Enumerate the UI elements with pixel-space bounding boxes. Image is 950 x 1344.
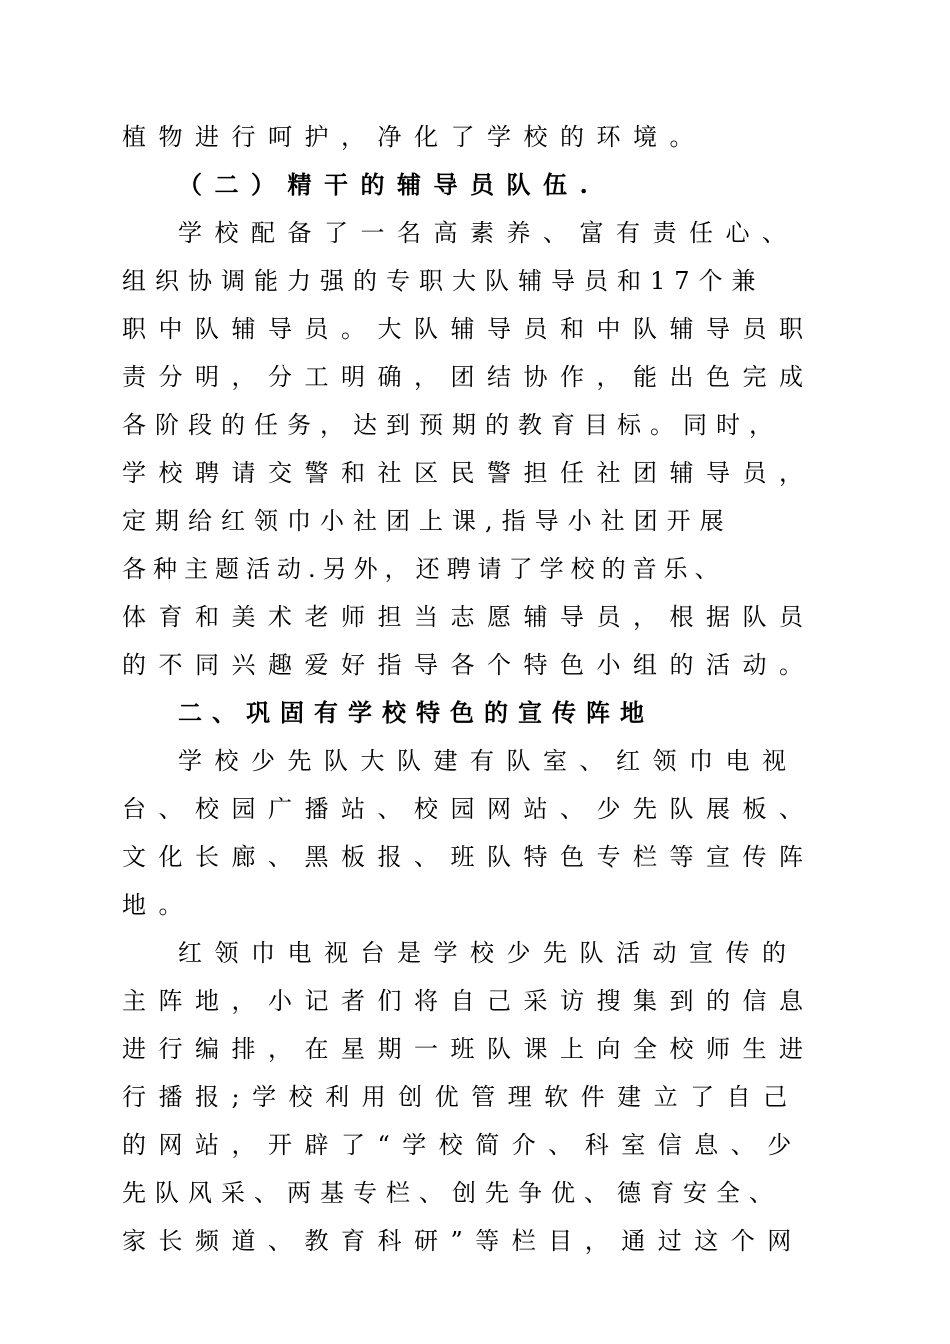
paragraph-line: 文化长廊、黑板报、班队特色专栏等宣传阵 bbox=[122, 843, 816, 871]
paragraph-line: 台、校园广播站、校园网站、少先队展板、 bbox=[122, 795, 816, 823]
paragraph-line: 先队风采、两基专栏、创先争优、德育安全、 bbox=[122, 1179, 782, 1207]
paragraph-line: 行播报;学校利用创优管理软件建立了自己 bbox=[122, 1083, 800, 1111]
paragraph-line: 地。 bbox=[122, 891, 195, 919]
paragraph-line: 责分明，分工明确，团结协作，能出色完成 bbox=[122, 363, 816, 391]
paragraph-line: 的网站，开辟了“学校简介、科室信息、少 bbox=[122, 1131, 804, 1159]
paragraph-line: 定期给红领巾小社团上课,指导小社团开展 bbox=[122, 507, 733, 535]
paragraph-line: 的不同兴趣爱好指导各个特色小组的活动。 bbox=[122, 651, 816, 679]
section-heading: （二）精干的辅导员队伍. bbox=[178, 170, 601, 199]
paragraph-line: 各种主题活动.另外，还聘请了学校的音乐、 bbox=[122, 555, 726, 583]
paragraph-line: 植物进行呵护，净化了学校的环境。 bbox=[122, 123, 706, 151]
paragraph-line: 家长频道、教育科研”等栏目，通过这个网 bbox=[122, 1227, 804, 1255]
paragraph-line: 学校聘请交警和社区民警担任社团辅导员， bbox=[122, 459, 816, 487]
section-heading: 二、巩固有学校特色的宣传阵地 bbox=[178, 698, 654, 727]
paragraph-line: 学校少先队大队建有队室、红领巾电视 bbox=[178, 747, 799, 775]
paragraph-line: 组织协调能力强的专职大队辅导员和17个兼 bbox=[122, 267, 765, 295]
paragraph-line: 职中队辅导员。大队辅导员和中队辅导员职 bbox=[122, 315, 816, 343]
paragraph-line: 学校配备了一名高素养、富有责任心、 bbox=[178, 219, 799, 247]
paragraph-line: 体育和美术老师担当志愿辅导员，根据队员 bbox=[122, 603, 816, 631]
paragraph-line: 各阶段的任务，达到预期的教育目标。同时， bbox=[122, 411, 782, 439]
paragraph-line: 进行编排，在星期一班队课上向全校师生进 bbox=[122, 1035, 816, 1063]
paragraph-line: 主阵地，小记者们将自己采访搜集到的信息 bbox=[122, 987, 816, 1015]
paragraph-line: 红领巾电视台是学校少先队活动宣传的 bbox=[178, 939, 799, 967]
